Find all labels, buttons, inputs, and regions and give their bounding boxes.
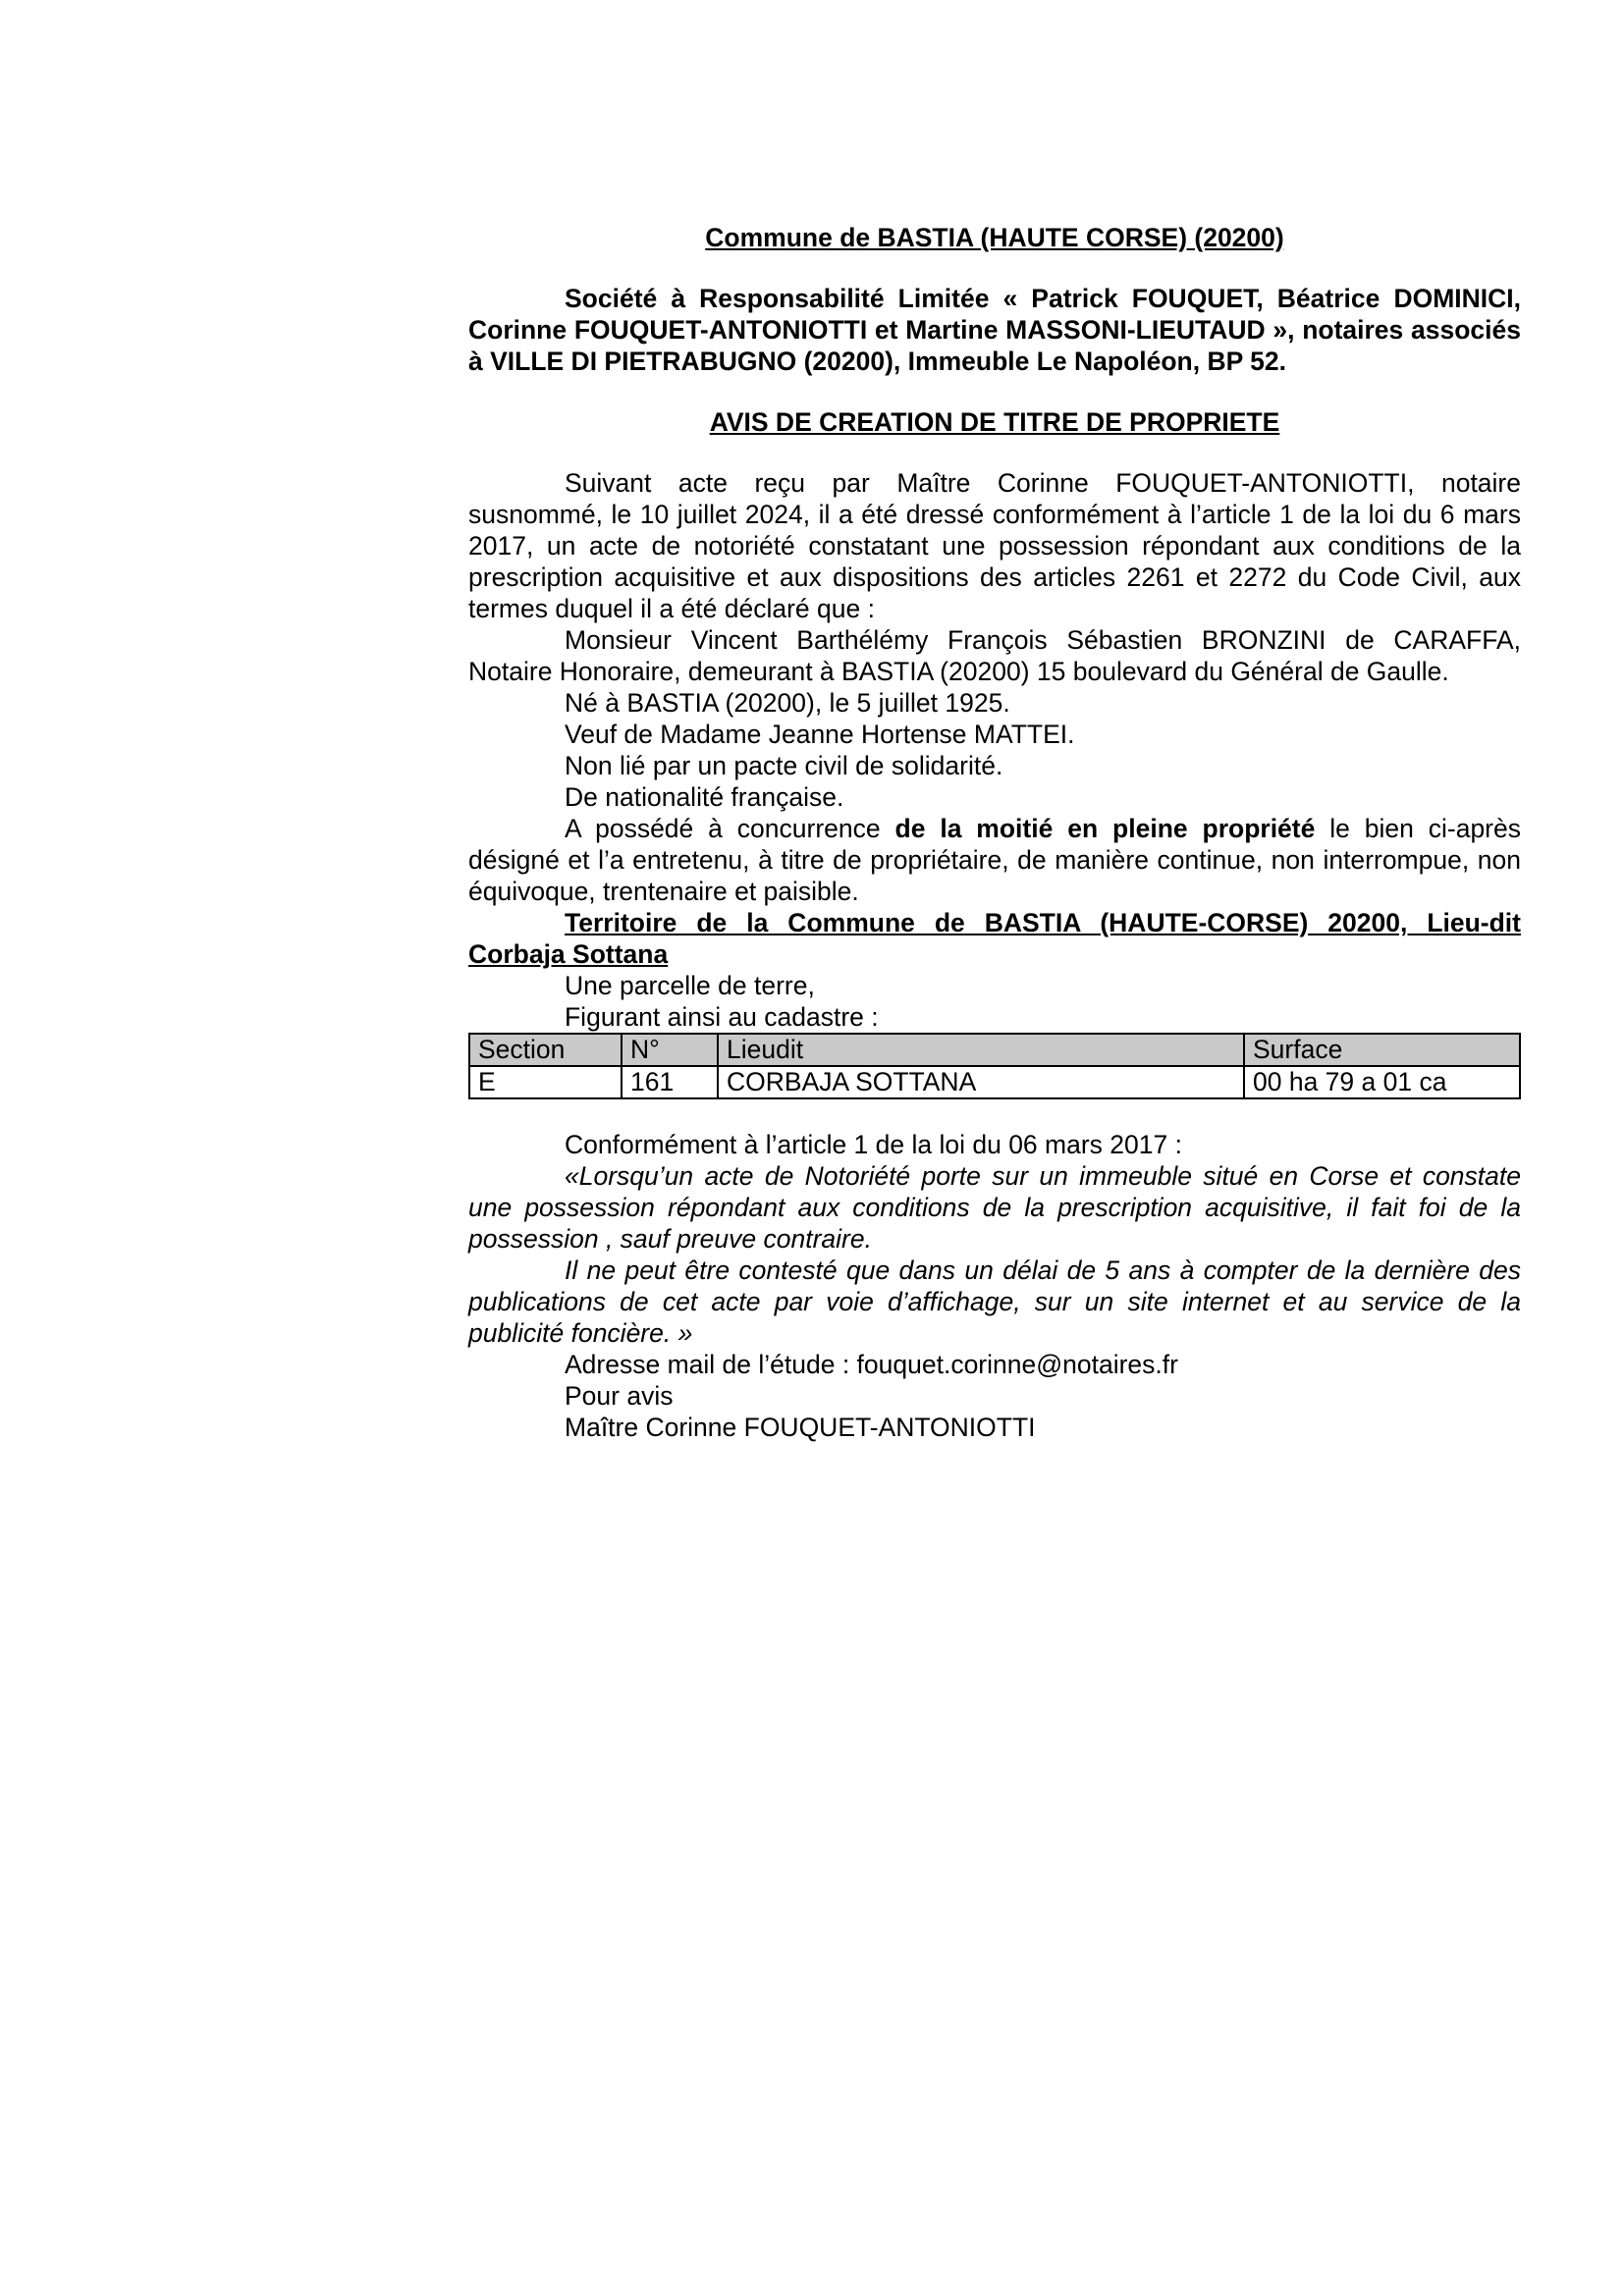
header-section: Section <box>469 1034 622 1066</box>
possession-before: A possédé à concurrence <box>565 814 895 843</box>
law-quote-1: «Lorsqu’un acte de Notoriété porte sur un immeuble situé en Corse et constate une possession répondant aux conditions de la prescription acquisitive, il fait foi de la possession , sauf preuve contraire. <box>468 1161 1521 1254</box>
signature-line: Maître Corinne FOUQUET-ANTONIOTTI <box>565 1413 1036 1442</box>
document-body <box>468 222 1521 1443</box>
table-row <box>469 1066 1520 1098</box>
pacs-line: Non lié par un pacte civil de solidarité. <box>565 751 1003 780</box>
nationality-line: De nationalité française. <box>565 782 844 812</box>
law-quote-2: Il ne peut être contesté que dans un délai de 5 ans à compter de la dernière des publications de cet acte par voie d’affichage, sur un site internet et au service de la publicité foncière. » <box>468 1255 1521 1348</box>
possession-after: le bien ci-après désigné et l’a entretenu, à titre de propriétaire, de manière continue, non interrompue, non équivoque, trentenaire et paisible. <box>468 814 1521 906</box>
cell-section: E <box>469 1066 622 1098</box>
territory-heading: Territoire de la Commune de BASTIA (HAUTE-CORSE) 20200, Lieu-dit Corbaja Sottana <box>468 908 1521 969</box>
birth-line: Né à BASTIA (20200), le 5 juillet 1925. <box>565 688 1010 718</box>
pour-avis-line: Pour avis <box>565 1381 674 1411</box>
header-surface: Surface <box>1244 1034 1520 1066</box>
notice-title: AVIS DE CREATION DE TITRE DE PROPRIETE <box>709 407 1280 437</box>
person-paragraph: Monsieur Vincent Barthélémy François Sébastien BRONZINI de CARAFFA, Notaire Honoraire, demeurant à BASTIA (20200) 15 boulevard du Général de Gaulle. <box>468 625 1521 686</box>
header-number: N° <box>622 1034 718 1066</box>
possession-bold: de la moitié en pleine propriété <box>894 814 1316 843</box>
header-lieudit: Lieudit <box>718 1034 1244 1066</box>
cadastre-table <box>468 1033 1521 1099</box>
parcel-line: Une parcelle de terre, <box>565 971 815 1000</box>
commune-heading: Commune de BASTIA (HAUTE CORSE) (20200) <box>705 223 1284 252</box>
cell-number: 161 <box>622 1066 718 1098</box>
cell-surface: 00 ha 79 a 01 ca <box>1244 1066 1520 1098</box>
cadastre-header-row <box>469 1034 1520 1066</box>
intro-paragraph: Suivant acte reçu par Maître Corinne FOUQUET-ANTONIOTTI, notaire susnommé, le 10 juillet 2024, il a été dressé conformément à l’article 1 de la loi du 6 mars 2017, un acte de notoriété constatant une possession répondant aux conditions de la prescription acquisitive et aux dispositions des articles 2261 et 2272 du Code Civil, aux termes duquel il a été déclaré que : <box>468 468 1521 623</box>
law-intro-line: Conformément à l’article 1 de la loi du 06 mars 2017 : <box>565 1130 1182 1159</box>
widower-line: Veuf de Madame Jeanne Hortense MATTEI. <box>565 720 1075 749</box>
cadastre-intro-line: Figurant ainsi au cadastre : <box>565 1002 879 1032</box>
email-line: Adresse mail de l’étude : fouquet.corinne@notaires.fr <box>565 1350 1178 1379</box>
cell-lieudit: CORBAJA SOTTANA <box>718 1066 1244 1098</box>
notary-company-paragraph: Société à Responsabilité Limitée « Patrick FOUQUET, Béatrice DOMINICI, Corinne FOUQUET-ANTONIOTTI et Martine MASSONI-LIEUTAUD », notaires associés à VILLE DI PIETRABUGNO (20200), Immeuble Le Napoléon, BP 52. <box>468 284 1521 376</box>
possession-paragraph <box>468 813 1521 907</box>
